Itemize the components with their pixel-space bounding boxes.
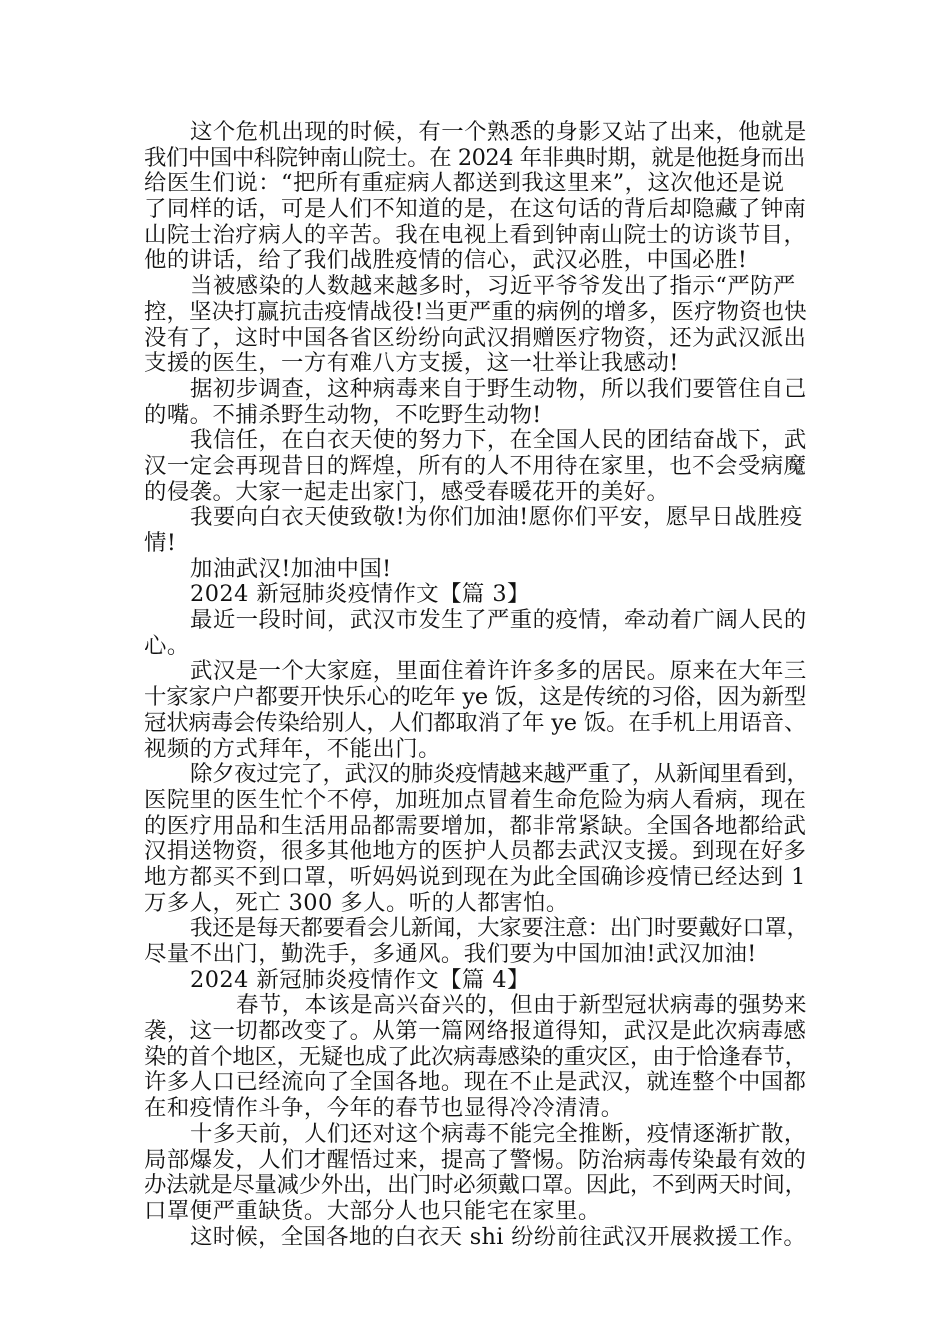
text-line: 这个危机出现的时候，有一个熟悉的身影又站了出来，他就是	[190, 119, 807, 145]
text-line: 尽量不出门，勤洗手，多通风。我们要为中国加油!武汉加油!	[144, 941, 757, 967]
text-line: 我信任，在白衣天使的努力下，在全国人民的团结奋战下，武	[190, 427, 807, 454]
text-line: 汉捐送物资，很多其他地方的医护人员都去武汉支援。到现在好多	[144, 838, 807, 865]
text-line: 十家家户户都要开快乐心的吃年 ye 饭，这是传统的习俗，因为新型	[144, 684, 807, 711]
text-line: 这时候，全国各地的白衣天 shi 纷纷前往武汉开展救援工作。	[190, 1223, 807, 1250]
text-line: 许多人口已经流向了全国各地。现在不止是武汉，就连整个中国都	[144, 1069, 807, 1096]
text-line: 最近一段时间，武汉市发生了严重的疫情，牵动着广阔人民的	[190, 607, 807, 634]
text-line: 地方都买不到口罩，听妈妈说到现在为此全国确诊疫情已经达到 1	[144, 863, 806, 890]
text-line: 支援的医生，一方有难八方支援，这一壮举让我感动!	[144, 350, 679, 377]
text-line: 的医疗用品和生活用品都需要增加，都非常紧缺。全国各地都给武	[144, 812, 807, 839]
text-line: 视频的方式拜年，不能出门。	[144, 735, 441, 762]
text-line: 给医生们说：“把所有重症病人都送到我这里来”，这次他还是说	[144, 170, 785, 197]
text-line: 当被感染的人数越来越多时，习近平爷爷发出了指示“严防严	[190, 273, 796, 300]
text-line: 了同样的话，可是人们不知道的是，在这句话的背后却隐藏了钟南	[144, 196, 807, 223]
text-line: 2024 新冠肺炎疫情作文【篇 4】	[190, 966, 530, 993]
text-line: 据初步调查，这种病毒来自于野生动物，所以我们要管住自己	[190, 375, 807, 402]
text-line: 加油武汉!加油中国!	[190, 555, 392, 582]
text-line: 他的讲话，给了我们战胜疫情的信心，武汉必胜，中国必胜!	[144, 247, 748, 274]
text-line: 没有了，这时中国各省区纷纷向武汉捐赠医疗物资，还为武汉派出	[144, 324, 807, 351]
text-line: 春节，本该是高兴奋兴的，但由于新型冠状病毒的强势来	[236, 992, 808, 1019]
document-body	[144, 120, 809, 1250]
text-line: 武汉是一个大家庭，里面住着许许多多的居民。原来在大年三	[190, 658, 807, 685]
text-line: 情!	[144, 530, 177, 556]
text-line: 袭，这一切都改变了。从第一篇网络报道得知，武汉是此次病毒感	[144, 1018, 807, 1045]
text-line: 万多人，死亡 300 多人。听的人都害怕。	[144, 889, 569, 916]
text-line: 的侵袭。大家一起走出家门，感受春暖花开的美好。	[144, 478, 670, 505]
text-line: 我要向白衣天使致敬!为你们加油!愿你们平安，愿早日战胜疫	[190, 504, 803, 531]
text-line: 除夕夜过完了，武汉的肺炎疫情越来越严重了，从新闻里看到，	[190, 761, 809, 788]
text-line: 十多天前，人们还对这个病毒不能完全推断，疫情逐渐扩散，	[190, 1120, 807, 1147]
text-line: 冠状病毒会传染给别人，人们都取消了年 ye 饭。在手机上用语音、	[144, 709, 807, 736]
text-line: 2024 新冠肺炎疫情作文【篇 3】	[190, 581, 530, 608]
text-line: 心。	[144, 632, 190, 659]
text-line: 我还是每天都要看会儿新闻，大家要注意：出门时要戴好口罩，	[190, 915, 809, 942]
text-line: 局部爆发，人们才醒悟过来，提高了警惕。防治病毒传染最有效的	[144, 1146, 807, 1173]
text-line: 汉一定会再现昔日的辉煌，所有的人不用待在家里，也不会受病魔	[144, 452, 807, 479]
text-line: 的嘴。不捕杀野生动物，不吃野生动物!	[144, 401, 542, 428]
text-line: 医院里的医生忙个不停，加班加点冒着生命危险为病人看病，现在	[144, 786, 807, 813]
text-line: 在和疫情作斗争，今年的春节也显得冷冷清清。	[144, 1095, 624, 1122]
text-line: 控，坚决打赢抗击疫情战役!当更严重的病例的增多，医疗物资也快	[144, 298, 807, 325]
text-line: 山院士治疗病人的辛苦。我在电视上看到钟南山院士的访谈节目，	[144, 221, 807, 248]
text-line: 口罩便严重缺货。大部分人也只能宅在家里。	[144, 1197, 601, 1224]
text-line: 我们中国中科院钟南山院士。在 2024 年非典时期，就是他挺身而出	[144, 144, 805, 171]
text-line: 办法就是尽量减少外出，出门时必须戴口罩。因此，不到两天时间，	[144, 1172, 807, 1199]
text-line: 染的首个地区，无疑也成了此次病毒感染的重灾区，由于恰逢春节，	[144, 1043, 807, 1070]
